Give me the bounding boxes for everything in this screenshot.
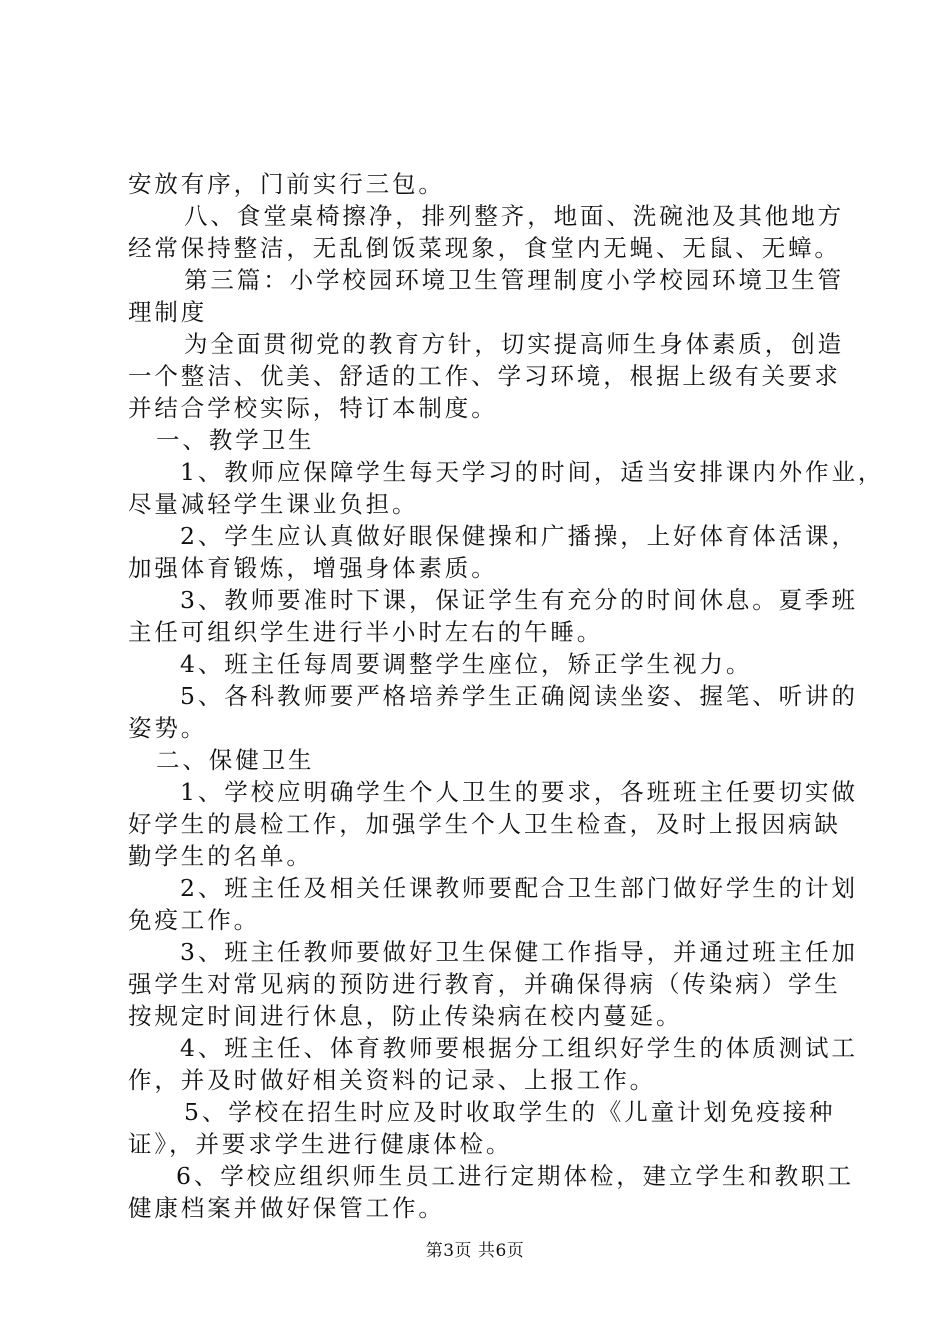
- text-line: 八、食堂桌椅擦净，排列整齐，地面、洗碗池及其他地方: [184, 202, 844, 230]
- text-line: 免疫工作。: [128, 906, 260, 934]
- text-line: 加强体育锻炼，增强身体素质。: [128, 554, 498, 582]
- text-line: 尽量减轻学生课业负担。: [128, 490, 419, 518]
- text-line: 3、教师要准时下课，保证学生有充分的时间休息。夏季班: [180, 586, 858, 614]
- text-line: 3、班主任教师要做好卫生保健工作指导，并通过班主任加: [180, 938, 858, 966]
- text-line: 按规定时间进行休息，防止传染病在校内蔓延。: [128, 1002, 683, 1030]
- text-line: 主任可组织学生进行半小时左右的午睡。: [128, 618, 604, 646]
- text-line: 6、学校应组织师生员工进行定期体检，建立学生和教职工: [176, 1162, 854, 1190]
- text-line: 健康档案并做好保管工作。: [128, 1194, 445, 1222]
- section-heading: 一、教学卫生: [156, 426, 315, 454]
- text-line: 4、班主任、体育教师要根据分工组织好学生的体质测试工: [180, 1034, 858, 1062]
- text-line: 一个整洁、优美、舒适的工作、学习环境，根据上级有关要求: [128, 362, 841, 390]
- text-line: 经常保持整洁，无乱倒饭菜现象，食堂内无蝇、无鼠、无蟑。: [128, 234, 841, 262]
- text-line: 安放有序，门前实行三包。: [128, 170, 445, 198]
- text-line: 证》，并要求学生进行健康体检。: [128, 1130, 513, 1158]
- body-text: [128, 168, 885, 1224]
- text-line: 勤学生的名单。: [128, 842, 313, 870]
- text-line: 为全面贯彻党的教育方针，切实提高师生身体素质，创造: [184, 330, 844, 358]
- text-line: 4、班主任每周要调整学生座位，矫正学生视力。: [180, 650, 753, 678]
- text-line: 姿势。: [128, 714, 208, 742]
- text-line: 作，并及时做好相关资料的记录、上报工作。: [128, 1066, 656, 1094]
- text-line: 5、学校在招生时应及时收取学生的《儿童计划免疫接种: [184, 1098, 836, 1126]
- text-line: 1、教师应保障学生每天学习的时间，适当安排课内外作业，: [180, 458, 885, 486]
- text-line: 理制度: [128, 298, 208, 326]
- text-line: 2、班主任及相关任课教师要配合卫生部门做好学生的计划: [180, 874, 858, 902]
- section-heading: 二、保健卫生: [156, 746, 315, 774]
- page-number-footer: 第3页 共6页: [425, 1241, 525, 1261]
- text-line: 第三篇：小学校园环境卫生管理制度小学校园环境卫生管: [184, 266, 844, 294]
- text-line: 强学生对常见病的预防进行教育，并确保得病（传染病）学生: [128, 970, 841, 998]
- text-line: 2、学生应认真做好眼保健操和广播操，上好体育体活课，: [180, 522, 858, 550]
- text-line: 并结合学校实际，特订本制度。: [128, 394, 498, 422]
- text-line: 5、各科教师要严格培养学生正确阅读坐姿、握笔、听讲的: [180, 682, 858, 710]
- text-line: 1、学校应明确学生个人卫生的要求，各班班主任要切实做: [180, 778, 858, 806]
- text-line: 好学生的晨检工作，加强学生个人卫生检查，及时上报因病缺: [128, 810, 841, 838]
